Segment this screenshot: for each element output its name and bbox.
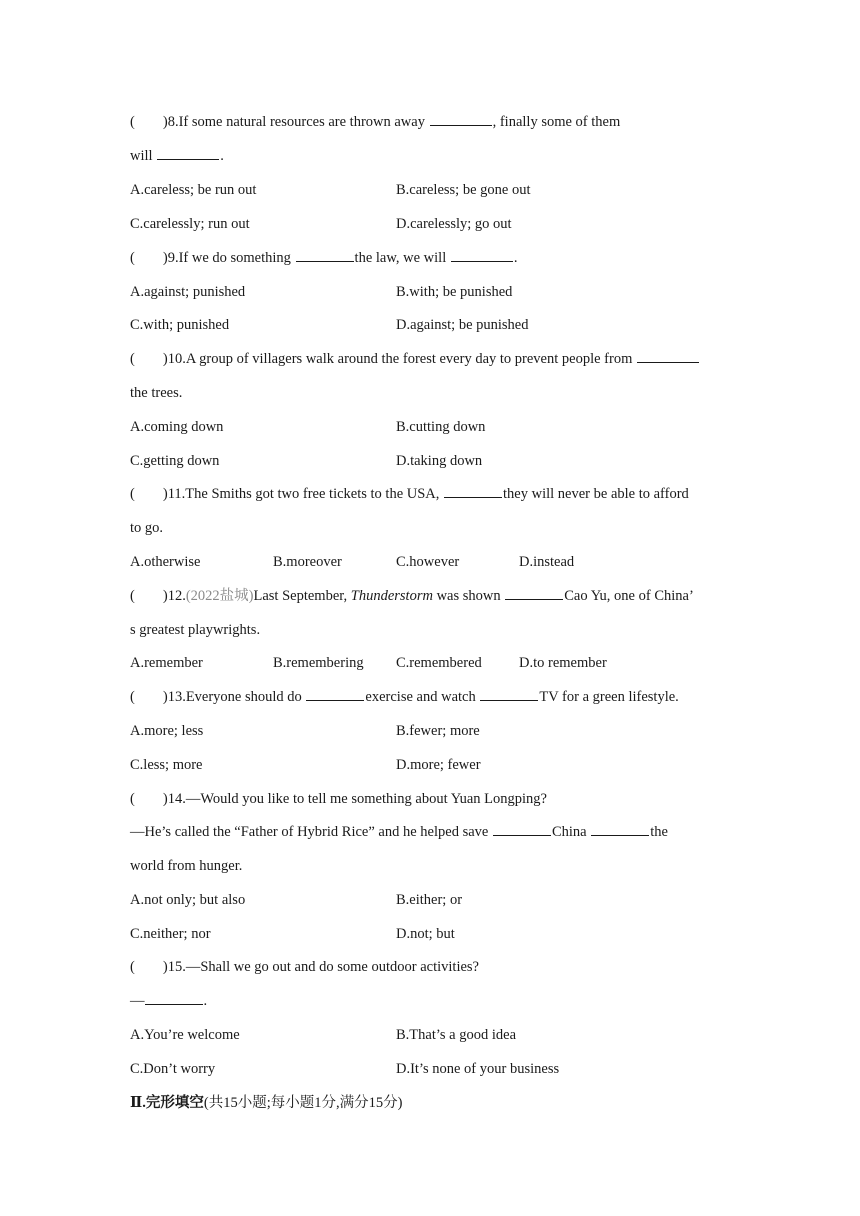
question-10-stem: ( )10.A group of villagers walk around the forest every day to prevent people from [130, 349, 700, 369]
option-b: B.with; be punished [396, 284, 513, 300]
work-title: Thunderstorm [350, 588, 433, 604]
section-heading [130, 1093, 402, 1113]
question-15-stem-line2: — . [130, 993, 208, 1009]
option-c: C.neither; nor [130, 926, 211, 942]
option-c: C.however [396, 554, 460, 570]
answer-blank[interactable] [296, 249, 354, 262]
question-number: 12. [167, 588, 186, 604]
option-a: A.not only; but also [130, 892, 246, 908]
option-d: D.against; be punished [396, 317, 529, 333]
option-d: D.to remember [519, 655, 607, 671]
option-a: A.against; punished [130, 284, 246, 300]
option-b: B.fewer; more [396, 723, 480, 739]
question-number: 13. [167, 689, 186, 705]
answer-blank[interactable] [444, 485, 502, 498]
option-b: B.moreover [273, 554, 342, 570]
option-b: B.remembering [273, 655, 364, 671]
answer-blank[interactable] [145, 992, 203, 1005]
option-c: C.getting down [130, 453, 220, 469]
option-d: D.not; but [396, 926, 455, 942]
question-14-stem-line3: world from hunger. [130, 858, 243, 874]
question-11-stem-line2: to go. [130, 520, 164, 536]
question-10-stem-line2: the trees. [130, 385, 183, 401]
question-number: 9. [167, 250, 179, 266]
answer-blank[interactable] [637, 350, 699, 363]
question-8-stem: ( )8.If some natural resources are thrown away , finally some of them [130, 114, 621, 130]
option-b: B.cutting down [396, 419, 486, 435]
source-tag: (2022盐城) [185, 588, 254, 604]
question-8-stem-line2: will . [130, 148, 224, 164]
option-a: A.coming down [130, 419, 224, 435]
answer-blank[interactable] [157, 147, 219, 160]
question-12-stem-line2: s greatest playwrights. [130, 622, 261, 638]
question-number: 11. [167, 486, 186, 502]
answer-blank[interactable] [451, 249, 513, 262]
option-a: A.remember [130, 655, 203, 671]
option-a: A.careless; be run out [130, 182, 257, 198]
question-14-stem-line2: —He’s called the “Father of Hybrid Rice” and he helped save China the [130, 824, 668, 840]
question-number: 10. [167, 351, 186, 367]
answer-blank[interactable] [505, 587, 563, 600]
question-9-stem: ( )9.If we do something the law, we will . [130, 250, 518, 266]
question-number: 14. [167, 791, 186, 807]
option-a: A.more; less [130, 723, 204, 739]
option-b: B.careless; be gone out [396, 182, 531, 198]
option-d: D.carelessly; go out [396, 216, 512, 232]
question-13-stem: ( )13.Everyone should do exercise and watch TV for a green lifestyle. [130, 689, 679, 705]
question-12-stem: ( )12.(2022盐城)Last September, Thunderstorm was shown Cao Yu, one of China’ [130, 588, 694, 604]
question-number: 15. [167, 959, 186, 975]
option-b: B.either; or [396, 892, 463, 908]
option-c: C.with; punished [130, 317, 230, 333]
option-c: C.Don’t worry [130, 1061, 216, 1077]
answer-blank[interactable] [480, 688, 538, 701]
question-14-stem: ( )14.—Would you like to tell me something about Yuan Longping? [130, 791, 547, 807]
option-d: D.instead [519, 554, 575, 570]
question-11-stem: ( )11.The Smiths got two free tickets to the USA, they will never be able to afford [130, 486, 689, 502]
question-number: 8. [167, 114, 179, 130]
option-c: C.carelessly; run out [130, 216, 250, 232]
option-a: A.You’re welcome [130, 1027, 240, 1043]
question-15-stem: ( )15.—Shall we go out and do some outdoor activities? [130, 959, 479, 975]
option-b: B.That’s a good idea [396, 1027, 517, 1043]
section-title: Ⅱ.完形填空 [130, 1095, 204, 1111]
answer-blank[interactable] [493, 823, 551, 836]
answer-blank[interactable] [430, 113, 492, 126]
option-c: C.remembered [396, 655, 482, 671]
section-note: (共15小题;每小题1分,满分15分) [203, 1095, 403, 1111]
option-c: C.less; more [130, 757, 203, 773]
answer-blank[interactable] [306, 688, 364, 701]
option-a: A.otherwise [130, 554, 201, 570]
answer-paren[interactable]: ( [130, 114, 135, 130]
answer-blank[interactable] [591, 823, 649, 836]
option-d: D.more; fewer [396, 757, 481, 773]
option-d: D.It’s none of your business [396, 1061, 560, 1077]
option-d: D.taking down [396, 453, 483, 469]
